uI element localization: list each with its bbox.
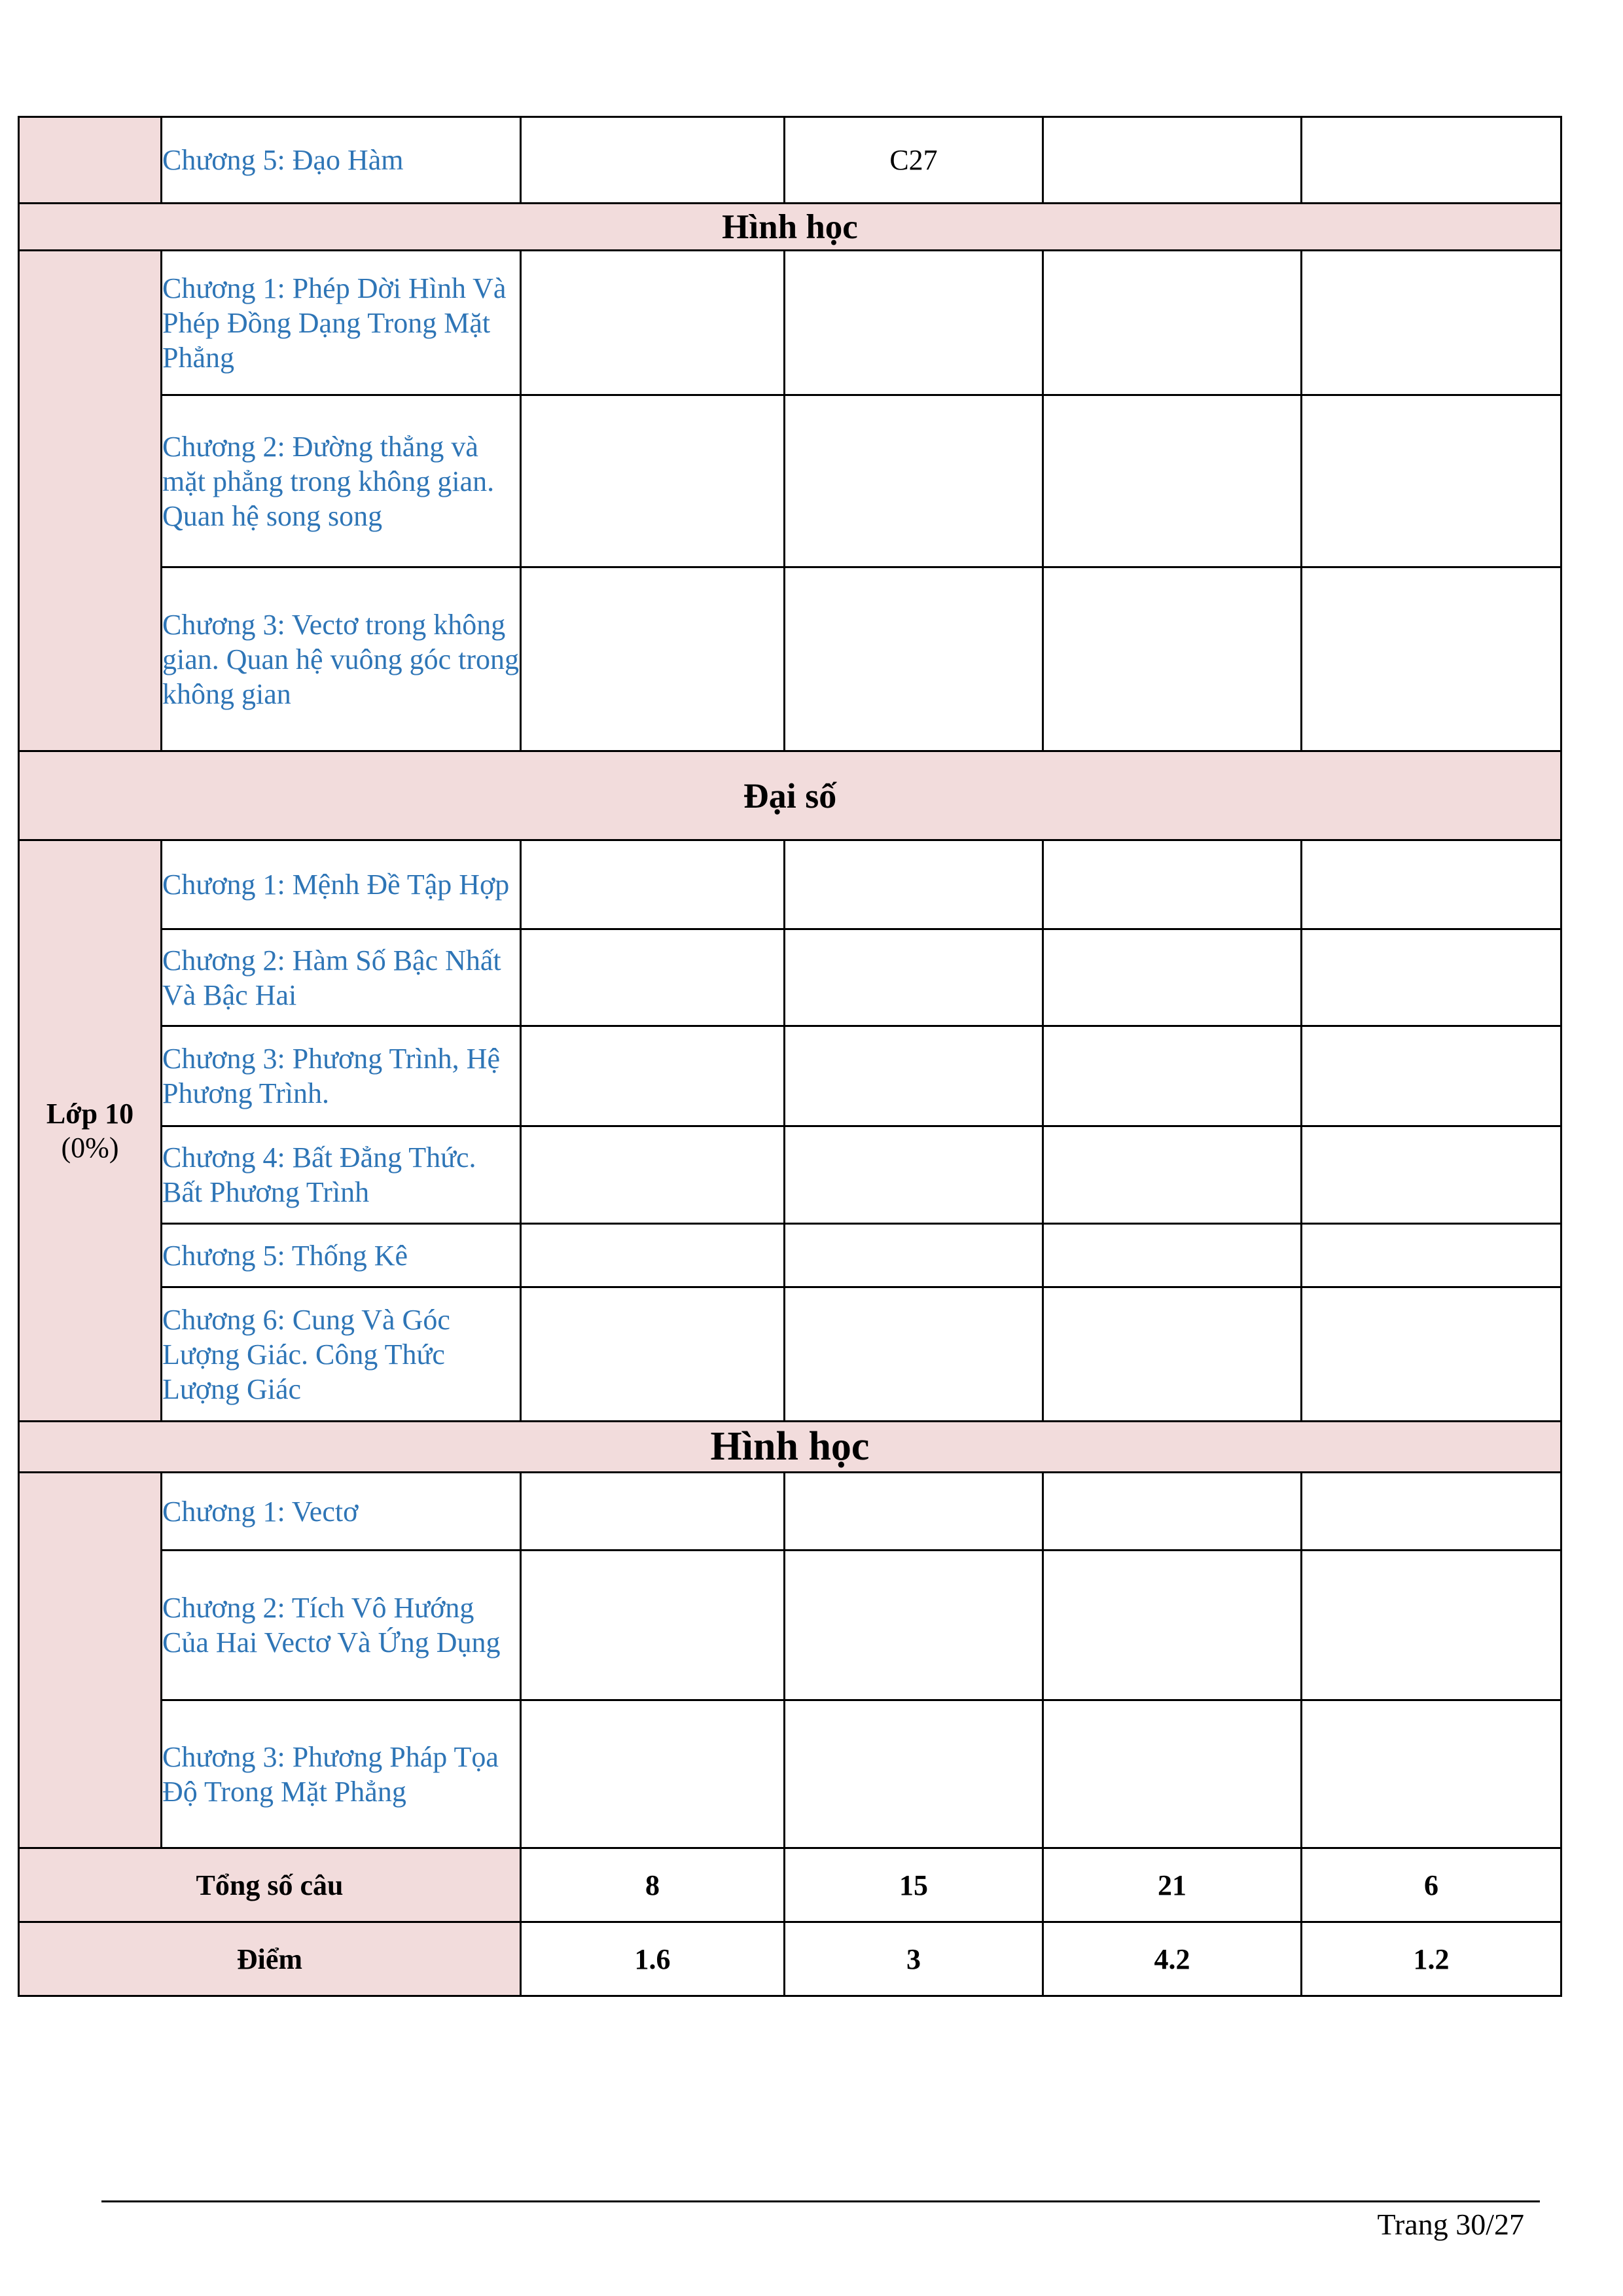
section-title: Hình học <box>19 1422 1561 1473</box>
chapter-cell: Chương 6: Cung Và Góc Lượng Giác. Công Thức Lượng Giác <box>162 1287 521 1422</box>
table-row <box>19 1700 1561 1848</box>
value-cell <box>1302 1224 1561 1287</box>
totals-value: 8 <box>521 1848 785 1922</box>
value-cell <box>1302 251 1561 395</box>
value-cell <box>521 1473 785 1551</box>
value-cell <box>1043 1551 1302 1700</box>
value-cell <box>1302 929 1561 1026</box>
value-cell <box>1302 840 1561 929</box>
table-row <box>19 1287 1561 1422</box>
value-cell <box>785 1551 1043 1700</box>
chapter-cell: Chương 1: Vectơ <box>162 1473 521 1551</box>
chapter-cell: Chương 2: Hàm Số Bậc Nhất Và Bậc Hai <box>162 929 521 1026</box>
value-cell <box>1043 251 1302 395</box>
value-cell <box>1302 1551 1561 1700</box>
value-cell <box>785 1126 1043 1224</box>
value-cell <box>521 1287 785 1422</box>
totals-value: 6 <box>1302 1848 1561 1922</box>
section-header-row <box>19 751 1561 840</box>
value-cell <box>1302 1700 1561 1848</box>
value-cell <box>785 1473 1043 1551</box>
grade-cell-empty <box>19 117 162 204</box>
value-cell: C27 <box>785 117 1043 204</box>
value-cell <box>1302 395 1561 567</box>
value-cell <box>785 567 1043 751</box>
section-header-row <box>19 204 1561 251</box>
value-cell <box>521 929 785 1026</box>
table-row <box>19 840 1561 929</box>
value-cell <box>1043 117 1302 204</box>
table-row <box>19 1224 1561 1287</box>
section-header-row <box>19 1422 1561 1473</box>
chapter-cell: Chương 2: Tích Vô Hướng Của Hai Vectơ Và Ứng Dụng <box>162 1551 521 1700</box>
table-row <box>19 1551 1561 1700</box>
value-cell <box>1043 1126 1302 1224</box>
chapter-cell: Chương 3: Phương Trình, Hệ Phương Trình. <box>162 1026 521 1126</box>
table-row <box>19 567 1561 751</box>
value-cell <box>1043 929 1302 1026</box>
totals-label: Tổng số câu <box>19 1848 521 1922</box>
grade-cell <box>19 840 162 1422</box>
value-cell <box>521 840 785 929</box>
score-value: 4.2 <box>1043 1922 1302 1996</box>
value-cell <box>521 251 785 395</box>
value-cell <box>1043 1700 1302 1848</box>
value-cell <box>521 1700 785 1848</box>
value-cell <box>1043 1224 1302 1287</box>
value-cell <box>1302 1473 1561 1551</box>
value-cell <box>785 929 1043 1026</box>
score-value: 1.6 <box>521 1922 785 1996</box>
value-cell <box>785 395 1043 567</box>
value-cell <box>1043 840 1302 929</box>
chapter-cell: Chương 2: Đường thẳng và mặt phẳng trong không gian. Quan hệ song song <box>162 395 521 567</box>
grade-cell-empty <box>19 251 162 751</box>
value-cell <box>521 1026 785 1126</box>
table-row <box>19 117 1561 204</box>
value-cell <box>1302 1126 1561 1224</box>
value-cell <box>521 117 785 204</box>
value-cell <box>785 251 1043 395</box>
value-cell <box>1043 1026 1302 1126</box>
score-label: Điểm <box>19 1922 521 1996</box>
table-row <box>19 395 1561 567</box>
table-row <box>19 929 1561 1026</box>
value-cell <box>521 1551 785 1700</box>
value-cell <box>785 1700 1043 1848</box>
value-cell <box>521 1126 785 1224</box>
value-cell <box>1302 117 1561 204</box>
grade-cell-empty <box>19 1473 162 1848</box>
chapter-cell: Chương 3: Vectơ trong không gian. Quan hệ vuông góc trong không gian <box>162 567 521 751</box>
totals-value: 21 <box>1043 1848 1302 1922</box>
value-cell <box>785 1224 1043 1287</box>
score-value: 1.2 <box>1302 1922 1561 1996</box>
page-number: Trang 30/27 <box>1377 2208 1524 2241</box>
chapter-cell: Chương 1: Mệnh Đề Tập Hợp <box>162 840 521 929</box>
chapter-cell: Chương 5: Đạo Hàm <box>162 117 521 204</box>
value-cell <box>1302 567 1561 751</box>
grade-label: Lớp 10 <box>46 1097 134 1130</box>
chapter-cell: Chương 5: Thống Kê <box>162 1224 521 1287</box>
totals-value: 15 <box>785 1848 1043 1922</box>
table-row <box>19 1473 1561 1551</box>
value-cell <box>785 1287 1043 1422</box>
table-row <box>19 1126 1561 1224</box>
value-cell <box>1043 1287 1302 1422</box>
chapter-cell: Chương 4: Bất Đẳng Thức. Bất Phương Trình <box>162 1126 521 1224</box>
footer-divider <box>101 2200 1540 2202</box>
section-title: Hình học <box>19 204 1561 251</box>
question-matrix-table <box>18 116 1562 1997</box>
table-row <box>19 251 1561 395</box>
value-cell <box>521 567 785 751</box>
value-cell <box>1043 1473 1302 1551</box>
totals-row <box>19 1848 1561 1922</box>
score-row <box>19 1922 1561 1996</box>
value-cell <box>521 1224 785 1287</box>
grade-percent: (0%) <box>61 1131 119 1164</box>
value-cell <box>521 395 785 567</box>
value-cell <box>1043 395 1302 567</box>
chapter-cell: Chương 1: Phép Dời Hình Và Phép Đồng Dạng Trong Mặt Phẳng <box>162 251 521 395</box>
score-value: 3 <box>785 1922 1043 1996</box>
value-cell <box>1043 567 1302 751</box>
value-cell <box>785 840 1043 929</box>
value-cell <box>1302 1287 1561 1422</box>
value-cell <box>785 1026 1043 1126</box>
chapter-cell: Chương 3: Phương Pháp Tọa Độ Trong Mặt Phẳng <box>162 1700 521 1848</box>
section-title: Đại số <box>19 751 1561 840</box>
table-row <box>19 1026 1561 1126</box>
value-cell <box>1302 1026 1561 1126</box>
